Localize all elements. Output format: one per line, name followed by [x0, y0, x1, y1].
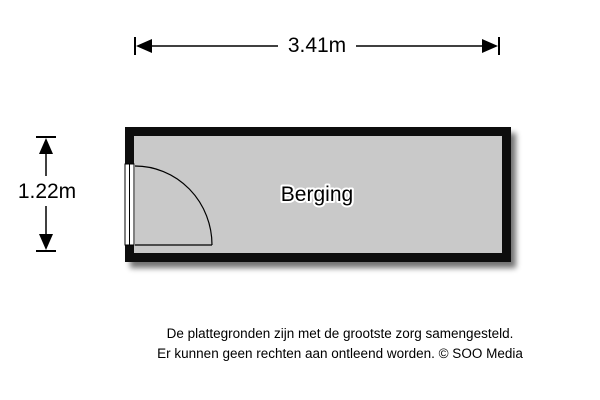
arrow-down-icon: [39, 234, 53, 250]
arrow-right-icon: [482, 39, 498, 53]
disclaimer-line-1: De plattegronden zijn met de grootste zorg samengesteld.: [166, 326, 514, 341]
arrow-up-icon: [39, 138, 53, 154]
arrow-left-icon: [136, 39, 152, 53]
width-label: 3.41m: [287, 34, 347, 57]
disclaimer-line-2: Er kunnen geen rechten aan ontleend worden. © SOO Media: [157, 346, 523, 361]
room-label: Berging: [280, 183, 354, 206]
height-label: 1.22m: [17, 180, 77, 203]
width-dimension: [135, 34, 499, 57]
height-dimension: [18, 137, 76, 251]
